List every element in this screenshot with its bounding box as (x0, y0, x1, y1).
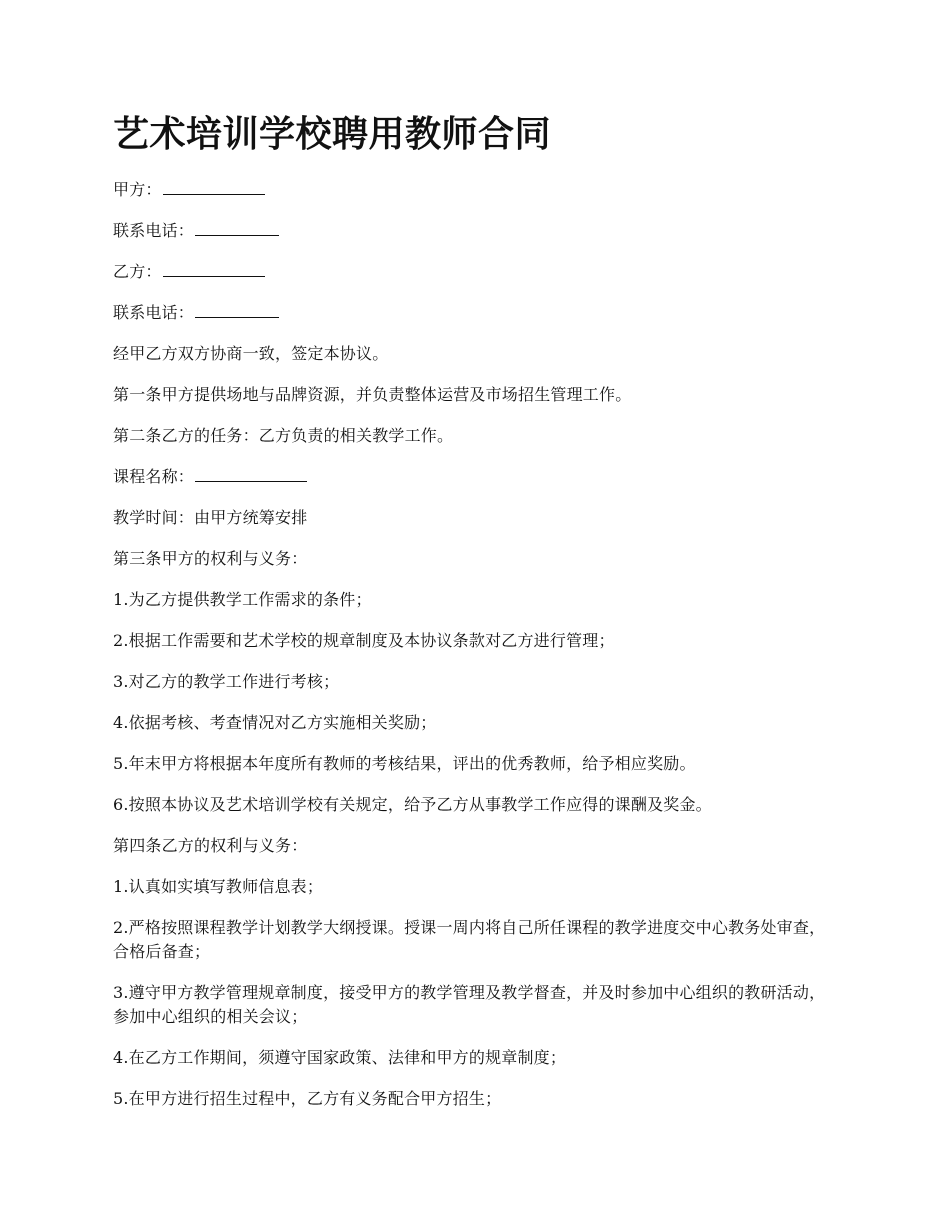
article-2: 第二条乙方的任务：乙方负责的相关教学工作。 (113, 426, 454, 445)
article-3-item: 4.依据考核、考查情况对乙方实施相关奖励； (113, 713, 437, 732)
document-body (113, 178, 838, 1128)
article-4-item: 3.遵守甲方教学管理规章制度，接受甲方的教学管理及教学督查，并及时参加中心组织的教研活动，参加中心组织的相关会议； (113, 983, 826, 1026)
article-1: 第一条甲方提供场地与品牌资源，并负责整体运营及市场招生管理工作。 (113, 385, 632, 404)
article-4-item: 4.在乙方工作期间，须遵守国家政策、法律和甲方的规章制度； (113, 1048, 567, 1067)
article-4-item: 2.严格按照课程教学计划教学大纲授课。授课一周内将自己所任课程的教学进度交中心教务处审查，合格后备查； (113, 918, 826, 961)
article-3-item: 2.根据工作需要和艺术学校的规章制度及本协议条款对乙方进行管理； (113, 631, 615, 650)
party-a-phone-field (113, 219, 838, 243)
article-3-title: 第三条甲方的权利与义务： (113, 549, 308, 568)
article-3-item: 3.对乙方的教学工作进行考核； (113, 672, 340, 691)
article-3-item: 6.按照本协议及艺术培训学校有关规定，给予乙方从事教学工作应得的课酬及奖金。 (113, 795, 712, 814)
teaching-time: 教学时间：由甲方统筹安排 (113, 508, 308, 527)
field-label: 联系电话： (113, 221, 195, 240)
party-a-phone-blank (195, 220, 279, 236)
article-3-item: 5.年末甲方将根据本年度所有教师的考核结果，评出的优秀教师，给予相应奖励。 (113, 754, 696, 773)
document-title: 艺术培训学校聘用教师合同 (113, 114, 552, 155)
article-4-title: 第四条乙方的权利与义务： (113, 836, 308, 855)
party-b-field (113, 260, 838, 284)
article-4-item: 1.认真如实填写教师信息表； (113, 877, 324, 896)
intro-paragraph: 经甲乙方双方协商一致，签定本协议。 (113, 344, 389, 363)
party-a-blank (163, 179, 265, 195)
field-label: 甲方： (113, 180, 162, 199)
field-label: 乙方： (113, 262, 162, 281)
party-b-phone-blank (195, 302, 279, 318)
article-4-item: 5.在甲方进行招生过程中，乙方有义务配合甲方招生； (113, 1089, 502, 1108)
course-name-field (113, 465, 838, 489)
party-b-blank (163, 261, 265, 277)
party-a-field (113, 178, 838, 202)
field-label: 课程名称： (113, 467, 195, 486)
course-name-blank (195, 466, 307, 482)
article-3-item: 1.为乙方提供教学工作需求的条件； (113, 590, 372, 609)
party-b-phone-field (113, 301, 838, 325)
field-label: 联系电话： (113, 303, 195, 322)
